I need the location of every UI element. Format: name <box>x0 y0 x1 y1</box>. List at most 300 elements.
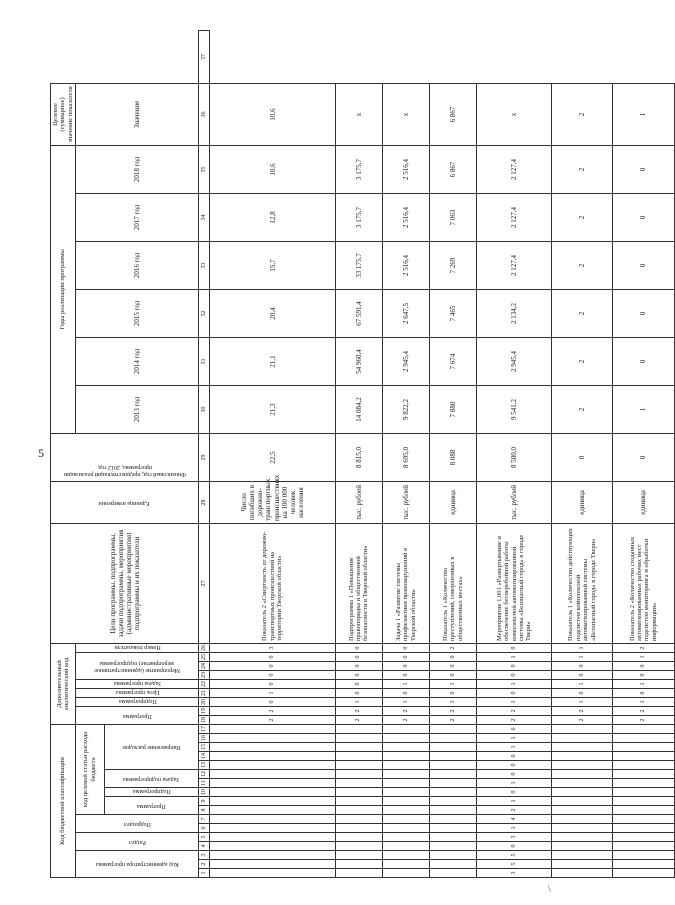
year-value: 0 <box>613 289 674 337</box>
column-number: 16 <box>199 734 210 743</box>
code-cell <box>382 724 429 733</box>
code-cell: 1 <box>477 652 552 661</box>
code-cell <box>382 842 429 851</box>
year-value: 2 516,4 <box>382 145 429 193</box>
code-cell: 0 <box>477 661 552 670</box>
code-cell: 2 <box>477 806 552 815</box>
code-cell <box>552 833 613 842</box>
table-row <box>382 31 429 878</box>
code-cell <box>613 797 674 806</box>
table-row <box>552 31 613 878</box>
year-value: 7 880 <box>430 385 477 433</box>
code-cell: 0 <box>477 770 552 779</box>
code-cell <box>430 743 477 752</box>
year-value: 12,8 <box>210 193 335 241</box>
code-cell <box>613 743 674 752</box>
code-cell <box>430 724 477 733</box>
code-cell <box>552 734 613 743</box>
code-cell <box>430 806 477 815</box>
code-cell <box>335 833 382 842</box>
column-number: 33 <box>199 241 210 289</box>
code-cell: 0 <box>335 688 382 697</box>
unit-cell: тыс. рублей <box>477 481 552 523</box>
code-cell <box>382 770 429 779</box>
row-name: Показатель 1 «Количество преступлений, совершенных в общественных местах» <box>430 523 477 643</box>
code-cell <box>552 770 613 779</box>
code-cell: 0 <box>477 761 552 770</box>
code-cell <box>335 869 382 878</box>
code-cell: 2 <box>477 715 552 724</box>
code-cell: 1 <box>552 679 613 688</box>
code-cell <box>210 851 335 860</box>
code-cell <box>382 797 429 806</box>
year-value: 2 127,4 <box>477 193 552 241</box>
code-cell <box>210 824 335 833</box>
column-number: 14 <box>199 752 210 761</box>
code-cell: 0 <box>552 661 613 670</box>
code-cell <box>210 806 335 815</box>
code-cell: 5 <box>477 860 552 869</box>
code-cell: 1 <box>382 679 429 688</box>
column-number: 17 <box>199 724 210 733</box>
code-cell <box>210 842 335 851</box>
code-cell: 0 <box>477 788 552 797</box>
code-cell: 2 <box>613 643 674 652</box>
code-cell: 2 <box>210 715 335 724</box>
row-name: Показатель 2 «Смертность от дорожно-транспортных происшествий на территории Тверской области» <box>210 523 335 643</box>
year-value: 15,7 <box>210 241 335 289</box>
code-cell <box>335 797 382 806</box>
column-number: 3 <box>199 851 210 860</box>
column-number-row <box>199 31 210 878</box>
goals-header: Цели программы, подпрограммы, задачи подпрограммы, мероприятия (административные мероприятия) подпрограммы и их показатели <box>51 523 199 643</box>
year-2013-header: 2013 год <box>76 385 199 433</box>
table-row <box>430 31 477 878</box>
column-number: 28 <box>199 481 210 523</box>
code-cell: 2 <box>613 715 674 724</box>
code-cell <box>430 761 477 770</box>
code-cell <box>552 869 613 878</box>
code-cell <box>552 842 613 851</box>
code-cell <box>552 788 613 797</box>
row-name: Задача 1 «Развитие системы профилактики правонарушений в Тверской области» <box>382 523 429 643</box>
code-cell: 0 <box>477 670 552 679</box>
year-value: 21,3 <box>210 385 335 433</box>
unit-header: Единица измерения <box>51 481 199 523</box>
column-number: 32 <box>199 289 210 337</box>
column-number: 37 <box>199 31 210 84</box>
code-cell <box>335 734 382 743</box>
program-goal-header: Цель программы <box>76 688 199 697</box>
program-add-header: Программа <box>76 706 199 724</box>
code-cell <box>335 806 382 815</box>
year-value: 2 <box>552 193 613 241</box>
subprogram-add-header: Подпрограмма <box>76 697 199 706</box>
year-value: 2 945,4 <box>382 337 429 385</box>
code-cell: 3 <box>477 869 552 878</box>
code-cell <box>382 779 429 788</box>
code-cell <box>430 833 477 842</box>
code-cell: 0 <box>430 661 477 670</box>
code-cell: 0 <box>382 661 429 670</box>
code-cell: 0 <box>382 670 429 679</box>
unit-cell: единица <box>613 481 674 523</box>
code-cell <box>335 724 382 733</box>
year-value: 2 <box>552 385 613 433</box>
code-cell <box>335 761 382 770</box>
code-cell: 2 <box>430 643 477 652</box>
code-cell: 0 <box>335 643 382 652</box>
target-value: 1 <box>613 83 674 145</box>
code-cell <box>335 860 382 869</box>
code-cell <box>430 815 477 824</box>
expense-direction-header: Направление расходов <box>104 724 199 769</box>
base-year-value: 8 695,0 <box>382 433 429 481</box>
section-header: Раздел <box>76 833 199 851</box>
column-number: 35 <box>199 145 210 193</box>
unit-cell: Число погибших в дорожно-транспортных происшествиях на 100 000 человек населения <box>210 481 335 523</box>
code-cell: 0 <box>477 688 552 697</box>
code-cell: 0 <box>382 688 429 697</box>
code-cell <box>552 752 613 761</box>
code-cell: 1 <box>382 697 429 706</box>
code-cell: 0 <box>210 697 335 706</box>
code-cell <box>210 752 335 761</box>
code-cell <box>430 779 477 788</box>
code-cell <box>210 869 335 878</box>
code-cell <box>430 797 477 806</box>
code-cell: 0 <box>613 688 674 697</box>
column-number: 15 <box>199 743 210 752</box>
year-2015-header: 2015 год <box>76 289 199 337</box>
column-number: 36 <box>199 83 210 145</box>
code-cell <box>210 815 335 824</box>
year-value: 33 175,7 <box>335 241 382 289</box>
year-value: 0 <box>613 241 674 289</box>
code-cell <box>552 851 613 860</box>
code-cell <box>382 833 429 842</box>
code-cell <box>552 815 613 824</box>
column-number: 19 <box>199 706 210 715</box>
column-number: 21 <box>199 688 210 697</box>
column-number: 26 <box>199 643 210 652</box>
code-cell <box>210 788 335 797</box>
code-cell: 6 <box>477 724 552 733</box>
subsection-header: Подраздел <box>76 815 199 833</box>
code-cell: 0 <box>210 661 335 670</box>
code-cell <box>335 842 382 851</box>
code-cell <box>210 779 335 788</box>
code-cell: 1 <box>552 643 613 652</box>
base-year-value: 8 815,0 <box>335 433 382 481</box>
year-value: 10,6 <box>210 145 335 193</box>
code-cell: 2 <box>335 715 382 724</box>
code-cell <box>552 860 613 869</box>
column-number: 22 <box>199 679 210 688</box>
base-year-value: 8 088 <box>430 433 477 481</box>
year-value: 2 <box>552 145 613 193</box>
column-number: 8 <box>199 806 210 815</box>
scanned-sheet <box>50 30 658 878</box>
code-cell <box>335 851 382 860</box>
code-cell <box>613 761 674 770</box>
scan-mark: \ <box>548 884 551 895</box>
code-cell <box>430 824 477 833</box>
unit-cell: тыс. рублей <box>382 481 429 523</box>
subprogram-header: Подпрограмма <box>104 788 199 797</box>
code-cell: 4 <box>477 815 552 824</box>
admin-code-header: Код администратора программы <box>76 851 199 878</box>
value-header: Значение <box>76 83 199 145</box>
target-value: 6 867 <box>430 83 477 145</box>
year-2016-header: 2016 год <box>76 241 199 289</box>
code-cell: 1 <box>477 743 552 752</box>
program-table <box>50 30 675 878</box>
base-year-value: 0 <box>613 433 674 481</box>
code-cell <box>335 743 382 752</box>
column-number: 18 <box>199 715 210 724</box>
code-cell: 0 <box>477 752 552 761</box>
year-value: 2 127,4 <box>477 241 552 289</box>
code-cell: 0 <box>382 652 429 661</box>
target-value: х <box>335 83 382 145</box>
year-2017-header: 2017 год <box>76 193 199 241</box>
code-cell <box>613 833 674 842</box>
code-cell: 2 <box>477 706 552 715</box>
code-cell <box>552 724 613 733</box>
code-cell: 2 <box>552 706 613 715</box>
code-cell: 0 <box>613 661 674 670</box>
year-2014-header: 2014 год <box>76 337 199 385</box>
code-cell: 0 <box>552 670 613 679</box>
year-value: 2 647,5 <box>382 289 429 337</box>
column-number: 12 <box>199 770 210 779</box>
code-cell <box>613 824 674 833</box>
code-cell <box>382 734 429 743</box>
code-cell <box>552 779 613 788</box>
code-cell: 1 <box>613 679 674 688</box>
target-value: х <box>477 83 552 145</box>
code-cell: 1 <box>552 697 613 706</box>
year-value: 7 465 <box>430 289 477 337</box>
table-row <box>335 31 382 878</box>
column-number: 10 <box>199 788 210 797</box>
code-cell <box>382 743 429 752</box>
code-cell <box>210 833 335 842</box>
code-cell <box>552 743 613 752</box>
code-cell: 2 <box>335 706 382 715</box>
program-header: Программа <box>104 797 199 815</box>
column-number: 7 <box>199 815 210 824</box>
additional-code-header: Дополнительный аналитический код <box>51 643 76 724</box>
code-cell <box>613 724 674 733</box>
code-cell: 0 <box>430 652 477 661</box>
target-group-header: Целевое (суммарное) значение показателя <box>51 83 76 145</box>
code-cell <box>552 797 613 806</box>
code-cell: 0 <box>335 652 382 661</box>
code-cell <box>382 869 429 878</box>
table-body <box>210 31 674 878</box>
code-cell: 1 <box>477 734 552 743</box>
column-number: 34 <box>199 193 210 241</box>
code-cell <box>335 824 382 833</box>
table-row <box>613 31 674 878</box>
code-cell <box>552 806 613 815</box>
code-cell <box>613 815 674 824</box>
code-cell <box>210 724 335 733</box>
code-cell: 0 <box>210 670 335 679</box>
column-number: 24 <box>199 661 210 670</box>
unit-cell: единица <box>430 481 477 523</box>
column-number: 29 <box>199 433 210 481</box>
code-cell <box>430 869 477 878</box>
year-value: 2 516,4 <box>382 193 429 241</box>
column-number: 23 <box>199 670 210 679</box>
code-cell: 0 <box>430 688 477 697</box>
column-number: 31 <box>199 337 210 385</box>
code-cell <box>613 788 674 797</box>
code-cell: 1 <box>430 697 477 706</box>
rotated-table-container <box>50 30 658 878</box>
code-cell <box>430 851 477 860</box>
code-cell: 2 <box>210 706 335 715</box>
code-cell <box>335 815 382 824</box>
code-cell: 1 <box>613 652 674 661</box>
code-cell: 0 <box>552 688 613 697</box>
code-cell: 1 <box>477 824 552 833</box>
code-cell <box>613 752 674 761</box>
code-cell <box>613 779 674 788</box>
activity-header: Мероприятие (административное мероприятие) подпрограммы <box>76 652 199 679</box>
code-cell <box>613 806 674 815</box>
column-number: 30 <box>199 385 210 433</box>
code-cell <box>613 851 674 860</box>
code-cell <box>335 770 382 779</box>
indicator-no-header: Номер показателя <box>76 643 199 652</box>
year-value: 2 516,4 <box>382 241 429 289</box>
code-cell: 1 <box>335 697 382 706</box>
code-cell <box>382 806 429 815</box>
years-group-header: Годы реализации программы <box>51 145 76 433</box>
year-value: 2 <box>552 241 613 289</box>
code-cell <box>210 860 335 869</box>
code-cell: 1 <box>613 697 674 706</box>
column-number: 27 <box>199 523 210 643</box>
program-task-header: Задача программы <box>76 679 199 688</box>
column-number: 20 <box>199 697 210 706</box>
column-number: 25 <box>199 652 210 661</box>
table-row <box>477 31 552 878</box>
unit-cell: тыс. рублей <box>335 481 382 523</box>
code-cell <box>210 770 335 779</box>
code-cell <box>430 788 477 797</box>
code-cell: 1 <box>477 797 552 806</box>
year-value: 20,4 <box>210 289 335 337</box>
code-cell: 0 <box>477 842 552 851</box>
code-cell: 0 <box>210 652 335 661</box>
code-cell: 2 <box>552 715 613 724</box>
year-value: 2 <box>552 289 613 337</box>
code-cell <box>335 752 382 761</box>
code-cell: 0 <box>335 661 382 670</box>
code-cell <box>382 824 429 833</box>
base-year-value: 8 580,0 <box>477 433 552 481</box>
year-value: 6 867 <box>430 145 477 193</box>
code-cell <box>552 824 613 833</box>
column-number: 13 <box>199 761 210 770</box>
table-row <box>210 31 335 878</box>
target-value: 2 <box>552 83 613 145</box>
code-cell <box>613 734 674 743</box>
code-cell: 1 <box>477 697 552 706</box>
fin-year-header: Финансовый год, предшествующий реализации программы, 2012 год <box>51 433 199 481</box>
target-value: 10,6 <box>210 83 335 145</box>
code-cell: 3 <box>477 833 552 842</box>
year-value: 7 269 <box>430 241 477 289</box>
row-name: Мероприятие 1.001 «Развертывание и обеспечение бесперебойной работы комплексной автоматизированной системы «Безопасный город» в городе Твери» <box>477 523 552 643</box>
base-year-value: 0 <box>552 433 613 481</box>
year-value: 54 960,4 <box>335 337 382 385</box>
year-value: 21,1 <box>210 337 335 385</box>
code-cell: 0 <box>477 643 552 652</box>
code-cell <box>210 743 335 752</box>
code-cell: 1 <box>477 779 552 788</box>
code-cell <box>210 734 335 743</box>
code-cell <box>335 788 382 797</box>
code-cell: 0 <box>335 670 382 679</box>
code-cell <box>552 761 613 770</box>
code-cell: 2 <box>613 706 674 715</box>
year-value: 14 084,2 <box>335 385 382 433</box>
base-year-value: 22,5 <box>210 433 335 481</box>
code-cell <box>430 752 477 761</box>
year-value: 2 945,4 <box>477 337 552 385</box>
code-cell: 0 <box>210 679 335 688</box>
budget-code-header: Код бюджетной классификации <box>51 724 76 877</box>
column-number: 9 <box>199 797 210 806</box>
code-cell: 0 <box>613 670 674 679</box>
year-value: 9 822,2 <box>382 385 429 433</box>
code-cell <box>430 770 477 779</box>
code-cell <box>210 797 335 806</box>
code-cell: 2 <box>382 706 429 715</box>
code-cell: 1 <box>210 688 335 697</box>
code-cell: 3 <box>210 643 335 652</box>
code-cell <box>613 770 674 779</box>
target-value: х <box>382 83 429 145</box>
column-number: 4 <box>199 842 210 851</box>
year-value: 1 <box>613 385 674 433</box>
header-row-1 <box>51 31 76 878</box>
column-number: 5 <box>199 833 210 842</box>
code-cell: 1 <box>552 652 613 661</box>
code-cell: 5 <box>477 851 552 860</box>
year-value: 0 <box>613 337 674 385</box>
row-name: Показатель 1 «Количество действующих подсистем комплексной автоматизированной системы «Безопасный город» в городе Твери» <box>552 523 613 643</box>
code-cell: 1 <box>477 679 552 688</box>
subprogram-task-header: Задача подпрограммы <box>104 770 199 788</box>
year-value: 9 541,2 <box>477 385 552 433</box>
row-name: Показатель 2 «Количество созданных автоматизированных рабочих мест подсистем мониторинга и обработки информации» <box>613 523 674 643</box>
year-value: 7 063 <box>430 193 477 241</box>
code-cell <box>382 752 429 761</box>
code-cell: 0 <box>382 643 429 652</box>
code-cell <box>430 734 477 743</box>
target-item-header: код целевой статьи расхода бюджета <box>76 724 104 814</box>
year-value: 2 <box>552 337 613 385</box>
year-value: 3 175,7 <box>335 193 382 241</box>
year-2018-header: 2018 год <box>76 145 199 193</box>
